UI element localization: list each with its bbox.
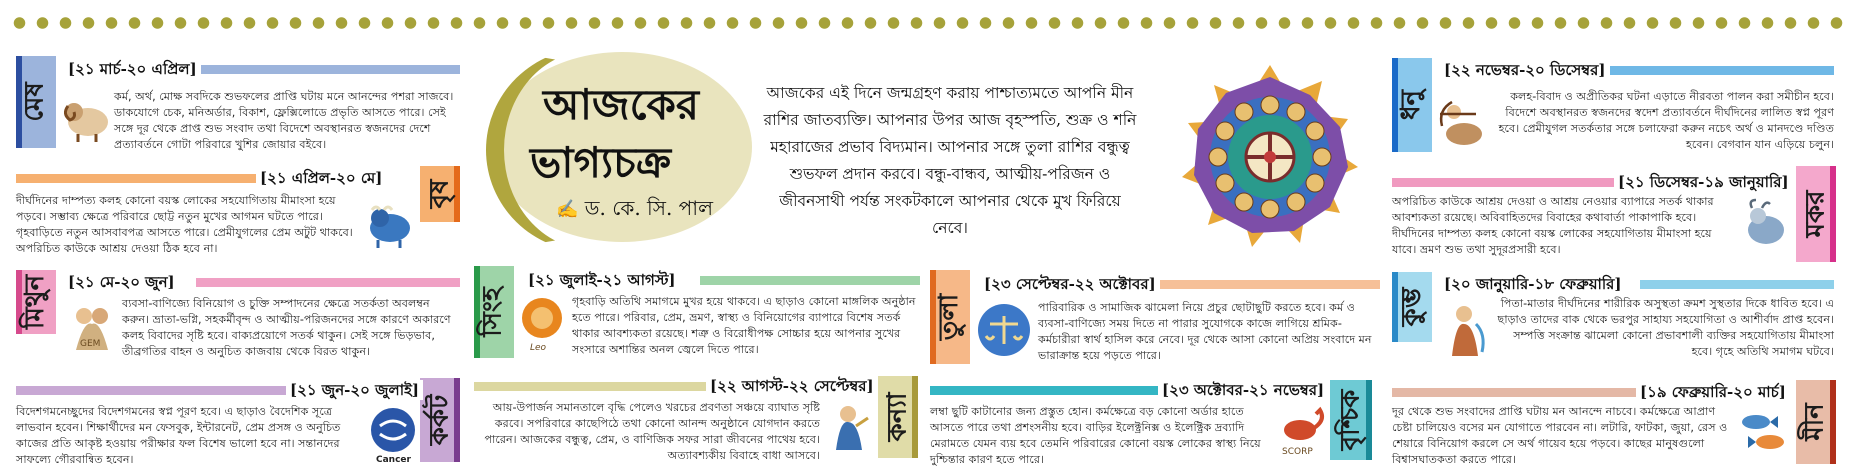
scorpio-scorpion-icon xyxy=(1276,404,1328,458)
sign-date: [২২ নভেম্বর-২০ ডিসেম্বর] xyxy=(1440,60,1609,80)
date-bar xyxy=(1392,178,1632,187)
icon-caption: Leo xyxy=(530,343,547,353)
sign-date: [২১ মে-২০ জুন] xyxy=(64,272,179,292)
svg-text:GEM: GEM xyxy=(80,339,101,349)
sign-date: [১৯ ফেব্রুয়ারি-২০ মার্চ] xyxy=(1636,382,1790,402)
sign-date: [২২ আগস্ট-২২ সেপ্টেম্বর] xyxy=(706,376,878,396)
pisces-fish-icon xyxy=(1736,406,1792,458)
page-title-line2: ভাগ্যচক্র xyxy=(530,138,671,187)
sign-name: কর্কট xyxy=(424,394,455,446)
sagittarius-archer-icon xyxy=(1434,96,1488,154)
cancer-crab-icon xyxy=(368,406,418,464)
sign-prediction: কলহ-বিবাদ ও অপ্রীতিকর ঘটনা এড়াতে নীরবতা পালন করা সমীচীন হবে। বিদেশে অবস্থানরত স্বজনদের স্বদেশ প্রত্যাবর্তনে দীর্ঘদিনের লালিত স্বপ্ন পূরণ হবে। প্রেমীযুগল সতর্কতার সঙ্গে চলাফেরা করুন নচেৎ অর্থ ও মানদণ্ডে দণ্ডিত হবেন। বেগবান যান এড়িয়ে চলুন। xyxy=(1498,90,1834,151)
sign-prediction: লম্বা ছুটি কাটানোর জন্য প্রস্তুত হোন। কর্মক্ষেত্রে বড় কোনো অর্ডার হাতে আসতে পারে তথা প্রশংসনীয় হবে। বাড়ির ইলেক্ট্রনিক্স ও ইলেক্ট্রিক দ্রব্যাদি মেরামতে যেমন ব্যয় হবে তেমনি পরিবারের কোনো বয়স্ক লোকের স্বাস্থ্য নিয়ে দুশ্চিন্তার কারণ হতে পারে। xyxy=(930,405,1261,466)
date-bar xyxy=(16,174,286,183)
sign-tab-brish xyxy=(420,166,460,222)
date-bar xyxy=(1610,66,1834,75)
sign-name: বৃষ xyxy=(424,179,454,209)
sign-tab-singha xyxy=(474,266,514,358)
sign-name: কন্যা xyxy=(882,392,913,442)
capricorn-goat-icon xyxy=(1740,198,1792,256)
zodiac-wheel-icon xyxy=(1175,62,1365,252)
pen-icon: ✍ xyxy=(556,199,579,220)
sign-prediction: ব্যবসা-বাণিজ্যে বিনিয়োগ ও চুক্তি সম্পাদনের ক্ষেত্রে সতর্কতা অবলম্বন করুন। ভ্রাতা-ভগ্নি, সহকর্মীবৃন্দ ও আত্মীয়-পরিজনদের সঙ্গে কারণে অকারণে কলহ বিবাদের সৃষ্টি হবে। বাক্যপ্রয়োগে সতর্ক থাকুন। সেই সঙ্গে ভিড়ভাব, তীব্রগতির বাহন ও অনুচিত কাজবায় থেকে বিরত থাকুন। xyxy=(122,297,451,358)
author-name: ড. কে. সি. পাল xyxy=(584,196,713,220)
sign-date: [২১ এপ্রিল-২০ মে] xyxy=(256,168,386,188)
sign-date: [২৩ সেপ্টেম্বর-২২ অক্টোবর] xyxy=(980,274,1160,294)
sign-tab-brishchik xyxy=(1330,380,1372,460)
date-bar xyxy=(1640,280,1834,289)
sign-date: [২১ জুলাই-২১ আগস্ট] xyxy=(524,270,680,290)
sign-name: মেষ xyxy=(19,82,50,122)
sign-name: সিংহ xyxy=(478,287,508,337)
sign-tab-meen xyxy=(1796,380,1836,464)
sign-prediction: গৃহবাড়ি অতিথি সমাগমে মুখর হয়ে থাকবে। এ ছাড়াও কোনো মাঙ্গলিক অনুষ্ঠান হতে পারে। পরিবার, প্রেম, ভ্রমণ, স্বাস্থ্য ও বিনিয়োগের ব্যাপারে বিশেষ সতর্ক থাকার আবশ্যকতা রয়েছে। শত্রু ও বিরোধীপক্ষ সোচ্চার হয়ে আপনার সুখের সংসারে অশান্তির অনল জ্বেলে দিতে পারে। xyxy=(572,295,916,356)
sign-date: [২০ জানুয়ারি-১৮ ফেব্রুয়ারি] xyxy=(1440,274,1626,294)
sign-name: ধনু xyxy=(1396,89,1426,121)
virgo-maiden-icon xyxy=(822,400,874,452)
leo-lion-icon xyxy=(518,296,566,354)
aries-ram-icon xyxy=(60,92,112,144)
sign-prediction: কর্ম, অর্থ, মোক্ষ সবদিকে শুভফলের প্রাপ্তি ঘটায় মনে আনন্দের পশরা সাজবে। ডাকযোগে চেক, মনিঅর্ডার, বিকাশ, ফ্লেক্সিলোডে প্রভৃতি আসতে পারে। সেই সঙ্গে দূর থেকে প্রাপ্ত শুভ সংবাদ তথা বিদেশে অবস্থানরত স্বজনদের দেশে প্রত্যাবর্তনে গোটা পরিবারে খুশির জোয়ার বইবে। xyxy=(114,90,454,151)
taurus-bull-icon xyxy=(364,198,416,250)
sign-name: কুম্ভ xyxy=(1396,287,1426,327)
sign-prediction: বিদেশগমনেচ্ছুদের বিদেশগমনের স্বপ্ন পূরণ হবে। এ ছাড়াও বৈদেশিক সূত্রে লাভবান হবেন। শিক্ষার্থীদের মন ফেসবুক, ইন্টারনেট, প্রেম প্রসঙ্গ ও অনুচিত কাজের প্রতি আকৃষ্ট হওয়ায় পরীক্ষার ফল বিশেষ ভালো হবে না। সন্তানদের সাফল্যে গৌরবান্বিত হবেন। xyxy=(16,405,341,466)
page-title-line1: আজকের xyxy=(543,80,699,129)
date-bar xyxy=(190,65,460,74)
aquarius-bearer-icon xyxy=(1440,300,1492,360)
sign-date: [২১ জুন-২০ জুলাই] xyxy=(286,380,423,400)
sign-name: তুলা xyxy=(934,293,965,341)
sign-date: [২১ ডিসেম্বর-১৯ জানুয়ারি] xyxy=(1614,172,1793,192)
sign-tab-kanya xyxy=(878,376,918,458)
date-bar xyxy=(474,382,714,391)
sign-name: মীন xyxy=(1800,403,1830,441)
date-bar xyxy=(16,386,306,395)
sign-name: মিথুন xyxy=(20,274,51,330)
sign-prediction: আয়-উপার্জন সমানতালে বৃদ্ধি পেলেও খরচের প্রবণতা সঞ্চয়ে ব্যাঘাত সৃষ্টি করবে। সপরিবারে কাছেপিঠে তথা কোনো আনন্দ অনুষ্ঠানে যোগদান করতে পারেন। আজকের বন্ধুত্ব, প্রেম, ও বাণিজিক সফর সারা জীবনের পাথেয় হবে। অত্যাবশ্যকীয় বিবাহে বাধা আসবে। xyxy=(484,401,820,462)
icon-caption: Cancer xyxy=(376,455,411,464)
sign-tab-dhanu xyxy=(1392,58,1432,152)
date-bar xyxy=(196,278,460,287)
sign-tab-karkat xyxy=(420,378,460,462)
icon-caption: SCORP xyxy=(1282,447,1313,457)
intro-paragraph: আজকের এই দিনে জন্মগ্রহণ করায় পাশ্চাত্যমতে আপনি মীন রাশির জাতব্যক্তি। আপনার উপর আজ বৃহস্পতি, শুক্র ও শনি মহারাজের প্রভাব বিদ্যমান। আপনার সঙ্গে তুলা রাশির বন্ধুত্ব শুভফল প্রদান করবে। বন্ধু-বান্ধব, আত্মীয়-পরিজন ও জীবনসাথী পর্যন্ত সংকটকালে আপনার থেকে মুখ ফিরিয়ে নেবে। xyxy=(763,84,1137,237)
date-bar xyxy=(930,386,1170,395)
sign-prediction: দূর থেকে শুভ সংবাদের প্রাপ্তি ঘটায় মন আনন্দে নাচবে। কর্মক্ষেত্রে আপ্রাণ চেষ্টা চালিয়েও বসের মন যোগাতে পারবেন না। লটারি, ফাটকা, জুয়া, রেস ও শেয়ারে বিনিয়োগ করলে সে অর্থ গায়েব হয়ে পড়বে। কাছের মানুষগুলো বিশ্বাসঘাতকতা করতে পারে। xyxy=(1392,405,1728,466)
sign-name: বৃশ্চিক xyxy=(1335,389,1366,451)
sign-prediction: পারিবারিক ও সামাজিক ঝামেলা নিয়ে প্রচুর ছোটাছুটি করতে হবে। কর্ম ও ব্যবসা-বাণিজ্যে সময় দিতে না পারার সুযোগকে কাজে লাগিয়ে শ্রমিক-কর্মচারীরা স্বার্থ হাসিল করে নেবে। দূর থেকে আসা কোনো অপ্রিয় সংবাদে মন ভারাক্রান্ত হয়ে পড়তে পারে। xyxy=(1038,301,1372,362)
sign-prediction: দীর্ঘদিনের দাম্পত্য কলহ কোনো বয়স্ক লোকের সহযোগিতায় মীমাংসা হয়ে পড়বে। সম্ভাব্য ক্ষেত্রে পরিবারে ছোট্ট নতুন মুখের আগমন ঘটতে পারে। গৃহবাড়িতে নতুন আসবাবপত্র আসতে পারে। প্রেমীযুগলের প্রেম অটুট থাকবে। অপরিচিত কাউকে আশ্রয় দেওয়া ঠিক হবে না। xyxy=(16,194,353,255)
libra-scales-icon xyxy=(976,302,1032,358)
sign-tab-mithun xyxy=(16,270,56,334)
date-bar xyxy=(700,276,920,285)
sign-date: [২১ মার্চ-২০ এপ্রিল] xyxy=(64,59,201,79)
sign-prediction: পিতা-মাতার দীর্ঘদিনের শারীরিক অসুস্থতা ক্রমশ সুস্থতার দিকে ধাবিত হবে। এ ছাড়াও তাদের বাক থেকে ভরপুর সাহায্য সহযোগিতা ও আশীর্বাদ প্রাপ্ত হবেন। সম্পত্তি সংক্রান্ত ঝামেলা কোনো প্রভাবশালী ব্যক্তির সহযোগিতায় মীমাংসা হবে। গৃহে অতিথি সমাগম ঘটবে। xyxy=(1497,297,1834,358)
sign-tab-tula xyxy=(930,270,970,364)
date-bar xyxy=(1158,280,1380,289)
sign-name: মকর xyxy=(1800,190,1830,238)
author-line xyxy=(556,194,713,227)
sign-prediction: অপরিচিত কাউকে আশ্রয় দেওয়া ও আশ্রয় নেওয়ার ব্যাপারে সতর্ক থাকার আবশ্যকতা রয়েছে। অবিবাহিতদের বিবাহের কথাবার্তা পাকাপাকি হবে। দীর্ঘদিনের দাম্পত্য কলহ কোনো বয়স্ক লোকের সহযোগিতায় মীমাংসা হয়ে যাবে। ভ্রমণ শুভ তথা সুদূরপ্রসারী হবে। xyxy=(1392,195,1714,256)
dotted-border xyxy=(8,16,1843,30)
sign-tab-kumbha xyxy=(1392,272,1432,342)
sign-tab-makar xyxy=(1796,166,1836,262)
sign-date: [২৩ অক্টোবর-২১ নভেম্বর] xyxy=(1158,380,1328,400)
gemini-twins-icon xyxy=(66,300,118,352)
sign-tab-mesh xyxy=(16,56,56,148)
